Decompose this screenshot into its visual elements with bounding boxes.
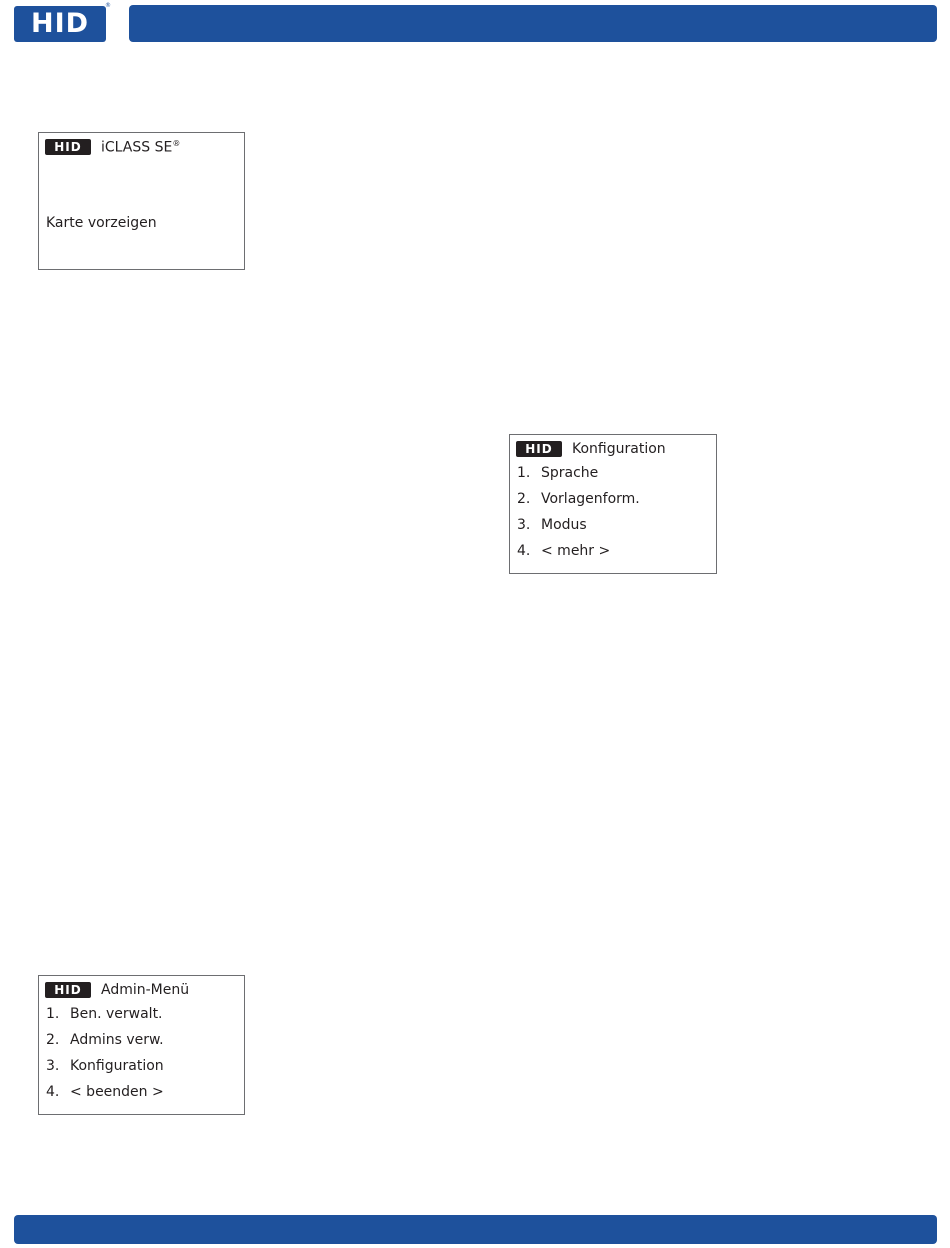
menu-item-number: 3.	[46, 1058, 60, 1074]
menu-item-number: 4.	[517, 543, 531, 559]
screen-title	[101, 139, 180, 156]
header-bar	[129, 5, 937, 42]
screen-title-text: iCLASS SE	[101, 139, 173, 156]
screen-idle	[38, 132, 245, 270]
menu-item-label: < mehr >	[541, 543, 611, 559]
screen-header	[516, 440, 666, 458]
registered-mark: ®	[105, 2, 111, 9]
screen-admin-menu	[38, 975, 245, 1115]
screen-title: Admin-Menü	[101, 982, 190, 998]
hid-mini-logo: HID	[516, 441, 562, 457]
menu-item-number: 2.	[46, 1032, 60, 1048]
menu-item-beenden[interactable]	[46, 1083, 164, 1109]
menu-item-label: Vorlagenform.	[541, 491, 640, 507]
menu-item-admins-verw[interactable]	[46, 1031, 164, 1057]
menu-item-konfiguration[interactable]	[46, 1057, 164, 1083]
present-card-message: Karte vorzeigen	[46, 215, 157, 231]
menu-item-number: 2.	[517, 491, 531, 507]
menu-item-label: Sprache	[541, 465, 599, 481]
menu-item-label: < beenden >	[70, 1084, 164, 1100]
menu-item-vorlagenform[interactable]	[517, 490, 640, 516]
menu-item-label: Ben. verwalt.	[70, 1006, 163, 1022]
menu-item-number: 1.	[46, 1006, 60, 1022]
menu-item-label: Konfiguration	[70, 1058, 164, 1074]
menu-item-sprache[interactable]	[517, 464, 640, 490]
menu-item-mehr[interactable]	[517, 542, 640, 568]
hid-mini-logo: HID	[45, 982, 91, 998]
menu-item-ben-verwalt[interactable]	[46, 1005, 164, 1031]
menu-item-modus[interactable]	[517, 516, 640, 542]
footer-bar	[14, 1215, 937, 1244]
menu-item-label: Admins verw.	[70, 1032, 164, 1048]
menu-item-label: Modus	[541, 517, 587, 533]
menu-list	[517, 464, 640, 568]
hid-mini-logo: HID	[45, 139, 91, 155]
screen-header	[45, 138, 180, 156]
hid-logo: HID	[14, 6, 106, 42]
screen-title: Konfiguration	[572, 441, 666, 457]
registered-mark: ®	[172, 138, 181, 148]
screen-header	[45, 981, 189, 999]
menu-item-number: 1.	[517, 465, 531, 481]
screen-konfiguration	[509, 434, 717, 574]
menu-list	[46, 1005, 164, 1109]
menu-item-number: 4.	[46, 1084, 60, 1100]
menu-item-number: 3.	[517, 517, 531, 533]
